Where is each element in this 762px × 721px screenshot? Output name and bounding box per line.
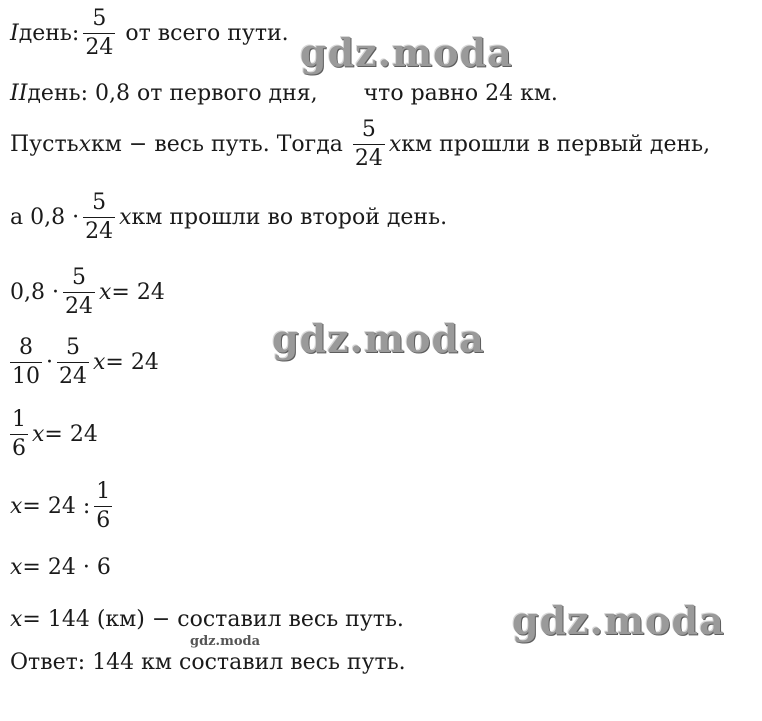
fraction [83,192,115,243]
line-3-a: Пусть [10,132,79,157]
denominator: 24 [64,294,93,319]
variable-x: x [78,132,92,157]
line-4-b: км прошли во второй день. [131,205,448,230]
line-3-c: км прошли в первый день, [401,132,711,157]
eq-4-b: = 24 : [22,494,91,519]
line-2-rest: что равно 24 км. [363,81,558,106]
equation-5 [10,555,111,580]
denominator: 24 [85,35,114,60]
eq-5-b: = 24 · 6 [22,555,111,580]
line-4 [10,192,447,243]
variable-x: x [388,132,402,157]
denominator: 24 [59,364,87,389]
fraction [83,8,115,59]
variable-x: x [32,422,45,447]
roman-numeral: II [10,81,28,106]
variable-x: x [10,555,23,580]
line-3-b: км − весь путь. Тогда [91,132,343,157]
numerator: 5 [71,265,86,290]
variable-x: x [93,350,106,375]
denominator: 6 [96,508,111,533]
eq-1-a: 0,8 · [10,280,59,305]
equation-3 [10,409,98,460]
watermark-top: gdz.moda [300,30,513,75]
variable-x: x [98,280,112,305]
fraction [57,337,89,388]
eq-6-b: = 144 (км) − составил весь путь. [22,607,404,632]
numerator: 1 [96,479,111,504]
numerator: 8 [19,335,33,360]
line-1-text: день: [18,21,80,46]
denominator: 24 [354,146,383,171]
denominator: 6 [12,436,26,461]
watermark-middle: gdz.moda [272,316,485,361]
roman-numeral: I [10,21,19,46]
eq-2-b: = 24 [105,350,159,375]
line-4-a: а 0,8 · [10,205,80,230]
answer-line [10,650,406,675]
equation-4 [10,481,116,532]
multiply-dot: · [46,350,53,375]
answer-text: Ответ: 144 км составил весь путь. [10,650,406,675]
fraction [94,481,112,532]
line-2 [10,81,558,106]
fraction [10,409,28,460]
fraction [63,267,95,318]
watermark-bottom: gdz.moda [512,598,725,643]
numerator: 5 [361,117,376,142]
line-1 [10,8,289,59]
eq-1-b: = 24 [111,280,165,305]
fraction [353,119,385,170]
variable-x: x [119,205,132,230]
equation-6 [10,607,404,632]
variable-x: x [10,607,23,632]
equation-2 [10,337,159,388]
numerator: 5 [66,335,80,360]
numerator: 5 [92,6,107,31]
line-3 [10,119,710,170]
eq-3-b: = 24 [44,422,98,447]
denominator: 24 [85,219,114,244]
numerator: 1 [12,407,26,432]
line-2-text: день: 0,8 от первого дня, [27,81,318,106]
numerator: 5 [92,190,107,215]
line-1-rest: от всего пути. [125,21,289,46]
denominator: 10 [12,364,40,389]
variable-x: x [10,494,23,519]
watermark-small: gdz.moda [190,634,261,649]
fraction [10,337,42,388]
equation-1 [10,267,165,318]
